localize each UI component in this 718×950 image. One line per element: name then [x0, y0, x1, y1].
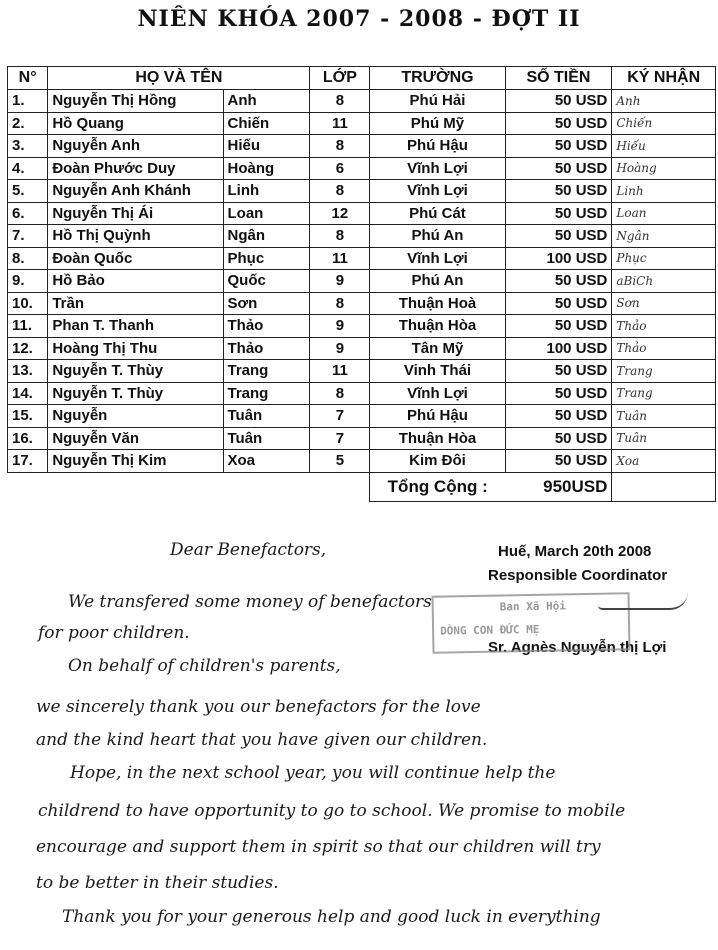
student-grade: 8: [310, 135, 370, 158]
student-name: Hồ Quang: [48, 112, 223, 135]
student-given-name: Trang: [223, 360, 310, 383]
signature: Linh: [612, 180, 716, 203]
student-given-name: Linh: [223, 180, 310, 203]
student-school: Phú An: [370, 225, 505, 248]
amount: 100 USD: [505, 247, 612, 270]
student-name: Hồ Bảo: [48, 270, 223, 293]
student-grade: 11: [310, 360, 370, 383]
letter-line: to be better in their studies.: [36, 873, 279, 893]
signature: Trang: [612, 382, 716, 405]
letter-line: We transfered some money of benefactors: [68, 592, 432, 612]
student-grade: 9: [310, 270, 370, 293]
amount: 50 USD: [505, 157, 612, 180]
student-given-name: Thảo: [223, 315, 310, 338]
student-name: Nguyễn T. Thùy: [48, 360, 223, 383]
amount: 100 USD: [505, 337, 612, 360]
letter-line: childrend to have opportunity to go to school. We promise to mobile: [38, 801, 626, 821]
coordinator-signature: [598, 592, 688, 610]
coordinator-name: Sr. Agnès Nguyễn thị Lợi: [488, 639, 667, 656]
student-given-name: Ngân: [223, 225, 310, 248]
table-row: [8, 270, 716, 293]
signature: Thảo: [612, 337, 716, 360]
table-row: [8, 382, 716, 405]
student-name: Nguyễn Anh: [48, 135, 223, 158]
student-grade: 9: [310, 337, 370, 360]
student-grade: 12: [310, 202, 370, 225]
student-name: Phan T. Thanh: [48, 315, 223, 338]
student-grade: 5: [310, 450, 370, 473]
student-grade: 9: [310, 315, 370, 338]
student-name: Hồ Thị Quỳnh: [48, 225, 223, 248]
table-row: [8, 315, 716, 338]
amount: 50 USD: [505, 270, 612, 293]
student-name: Đoàn Phước Duy: [48, 157, 223, 180]
letter-date: Huế, March 20th 2008: [498, 543, 652, 560]
signature: Tuân: [612, 405, 716, 428]
student-grade: 6: [310, 157, 370, 180]
amount: 50 USD: [505, 202, 612, 225]
student-table: [7, 66, 716, 502]
row-number: 2.: [8, 112, 48, 135]
student-given-name: Trang: [223, 382, 310, 405]
table-row: [8, 112, 716, 135]
amount: 50 USD: [505, 360, 612, 383]
letter-salutation: Dear Benefactors,: [170, 540, 327, 560]
row-number: 9.: [8, 270, 48, 293]
amount: 50 USD: [505, 427, 612, 450]
student-given-name: Chiến: [223, 112, 310, 135]
student-name: Nguyễn Văn: [48, 427, 223, 450]
row-number: 7.: [8, 225, 48, 248]
student-given-name: Tuân: [223, 405, 310, 428]
signature: Thảo: [612, 315, 716, 338]
student-name: Nguyễn: [48, 405, 223, 428]
student-school: Phú Cát: [370, 202, 505, 225]
student-name: Nguyễn Thị Hồng: [48, 90, 223, 113]
student-school: Phú Hậu: [370, 405, 505, 428]
header-grade: LỚP: [310, 67, 370, 90]
student-school: Kim Đôi: [370, 450, 505, 473]
student-school: Tân Mỹ: [370, 337, 505, 360]
table-row: [8, 247, 716, 270]
student-grade: 8: [310, 292, 370, 315]
signature: Loan: [612, 202, 716, 225]
student-given-name: Tuân: [223, 427, 310, 450]
student-given-name: Loan: [223, 202, 310, 225]
amount: 50 USD: [505, 225, 612, 248]
student-grade: 11: [310, 112, 370, 135]
total-value: 950USD: [505, 472, 612, 501]
student-given-name: Thảo: [223, 337, 310, 360]
letter-line: Thank you for your generous help and good luck in everything: [62, 907, 601, 927]
header-signature: KÝ NHẬN: [612, 67, 716, 90]
student-grade: 8: [310, 382, 370, 405]
signature: aBiCh: [612, 270, 716, 293]
stamp-line-1: Ban Xã Hội: [499, 599, 567, 614]
table-row: [8, 405, 716, 428]
student-name: Nguyễn Thị Ái: [48, 202, 223, 225]
header-school: TRƯỜNG: [370, 67, 505, 90]
student-school: Phú Hải: [370, 90, 505, 113]
page-title: NIÊN KHÓA 2007 - 2008 - ĐỢT II: [137, 6, 581, 32]
row-number: 4.: [8, 157, 48, 180]
student-school: Vinh Thái: [370, 360, 505, 383]
student-name: Đoàn Quốc: [48, 247, 223, 270]
student-given-name: Hiếu: [223, 135, 310, 158]
row-number: 12.: [8, 337, 48, 360]
total-label: Tổng Cộng :: [370, 472, 505, 501]
table-row: [8, 157, 716, 180]
amount: 50 USD: [505, 450, 612, 473]
table-row: [8, 135, 716, 158]
student-given-name: Hoàng: [223, 157, 310, 180]
student-school: Phú Hậu: [370, 135, 505, 158]
row-number: 3.: [8, 135, 48, 158]
signature: Xoa: [612, 450, 716, 473]
amount: 50 USD: [505, 315, 612, 338]
table-body: [8, 90, 716, 473]
row-number: 5.: [8, 180, 48, 203]
row-number: 1.: [8, 90, 48, 113]
student-grade: 7: [310, 427, 370, 450]
student-grade: 11: [310, 247, 370, 270]
table-row: [8, 180, 716, 203]
student-school: Thuận Hòa: [370, 427, 505, 450]
student-school: Vĩnh Lợi: [370, 382, 505, 405]
row-number: 10.: [8, 292, 48, 315]
letter-line: and the kind heart that you have given our children.: [36, 730, 488, 750]
letter-line: we sincerely thank you our benefactors for the love: [36, 697, 481, 717]
student-school: Thuận Hoà: [370, 292, 505, 315]
row-number: 13.: [8, 360, 48, 383]
student-name: Nguyễn Thị Kim: [48, 450, 223, 473]
letter-line: On behalf of children's parents,: [68, 656, 341, 676]
letter-line: encourage and support them in spirit so that our children will try: [36, 837, 601, 857]
student-name: Hoàng Thị Thu: [48, 337, 223, 360]
student-name: Trần: [48, 292, 223, 315]
student-given-name: Quốc: [223, 270, 310, 293]
table-row: [8, 90, 716, 113]
letter-line: for poor children.: [38, 623, 190, 643]
amount: 50 USD: [505, 382, 612, 405]
table-row: [8, 337, 716, 360]
amount: 50 USD: [505, 180, 612, 203]
student-grade: 8: [310, 90, 370, 113]
header-no: N°: [8, 67, 48, 90]
row-number: 8.: [8, 247, 48, 270]
stamp-line-2: DÒNG CON ĐỨC MẸ: [440, 622, 540, 638]
student-school: Vĩnh Lợi: [370, 247, 505, 270]
header-amount: SỐ TIỀN: [505, 67, 612, 90]
table-row: [8, 427, 716, 450]
signature: Sơn: [612, 292, 716, 315]
row-number: 15.: [8, 405, 48, 428]
amount: 50 USD: [505, 292, 612, 315]
amount: 50 USD: [505, 90, 612, 113]
amount: 50 USD: [505, 405, 612, 428]
header-name: HỌ VÀ TÊN: [48, 67, 310, 90]
signature: Hiếu: [612, 135, 716, 158]
student-school: Phú An: [370, 270, 505, 293]
table-row: [8, 450, 716, 473]
row-number: 11.: [8, 315, 48, 338]
student-grade: 8: [310, 180, 370, 203]
signature: Hoàng: [612, 157, 716, 180]
signature: Trang: [612, 360, 716, 383]
student-given-name: Xoa: [223, 450, 310, 473]
signature: Ngân: [612, 225, 716, 248]
student-grade: 7: [310, 405, 370, 428]
table-row: [8, 360, 716, 383]
total-row: [8, 472, 716, 501]
student-grade: 8: [310, 225, 370, 248]
row-number: 6.: [8, 202, 48, 225]
table-row: [8, 202, 716, 225]
student-given-name: Phục: [223, 247, 310, 270]
signature: Anh: [612, 90, 716, 113]
student-given-name: Anh: [223, 90, 310, 113]
signature: Tuân: [612, 427, 716, 450]
signature: Phục: [612, 247, 716, 270]
row-number: 17.: [8, 450, 48, 473]
row-number: 16.: [8, 427, 48, 450]
student-name: Nguyễn T. Thùy: [48, 382, 223, 405]
student-given-name: Sơn: [223, 292, 310, 315]
letter-line: Hope, in the next school year, you will continue help the: [70, 763, 556, 783]
student-school: Vĩnh Lợi: [370, 180, 505, 203]
student-school: Vĩnh Lợi: [370, 157, 505, 180]
amount: 50 USD: [505, 135, 612, 158]
student-school: Phú Mỹ: [370, 112, 505, 135]
signature: Chiến: [612, 112, 716, 135]
student-school: Thuận Hòa: [370, 315, 505, 338]
table-header-row: [8, 67, 716, 90]
table-row: [8, 225, 716, 248]
table-row: [8, 292, 716, 315]
coordinator-role: Responsible Coordinator: [488, 567, 668, 584]
student-name: Nguyễn Anh Khánh: [48, 180, 223, 203]
row-number: 14.: [8, 382, 48, 405]
amount: 50 USD: [505, 112, 612, 135]
